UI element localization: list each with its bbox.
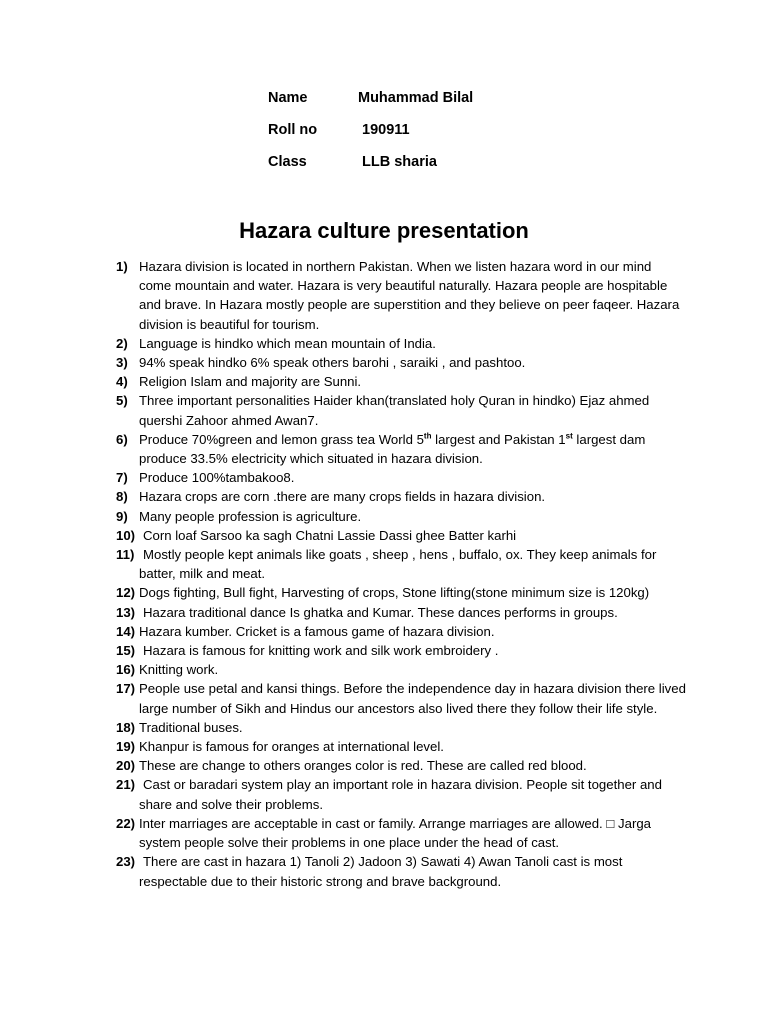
- item-text: Inter marriages are acceptable in cast or family. Arrange marriages are allowed. □ Jarga system people solve their problems in one place under the head of cast.: [139, 815, 652, 851]
- item-number: 4): [116, 374, 128, 390]
- name-label: Name: [268, 90, 308, 106]
- ordinal-suffix: th: [423, 431, 432, 441]
- class-label: Class: [268, 154, 307, 170]
- item-text: Three important personalities Haider khan(translated holy Quran in hindko) Ejaz ahmed quershi Zahoor ahmed Awan7.: [139, 393, 650, 428]
- item-number: 7): [116, 470, 128, 486]
- item-text: Produce 70%green and lemon grass tea World 5: [139, 431, 424, 447]
- list-item: [116, 814, 686, 852]
- list-item: [116, 430, 686, 468]
- item-text: 94% speak hindko 6% speak others barohi , saraiki , and pashtoo.: [139, 355, 526, 371]
- item-text: Hazara is famous for knitting work and silk work embroidery .: [143, 643, 499, 659]
- list-item: [116, 526, 686, 545]
- item-number: 9): [116, 508, 128, 524]
- item-text: Hazara crops are corn .there are many crops fields in hazara division.: [139, 489, 546, 505]
- item-number: 22): [116, 815, 136, 831]
- list-item: [116, 507, 686, 526]
- list-item: [116, 487, 686, 506]
- list-item: [116, 660, 686, 679]
- item-text: Knitting work.: [139, 662, 219, 678]
- list-item: [116, 775, 686, 813]
- item-number: 2): [116, 335, 128, 351]
- list-item: [116, 641, 686, 660]
- item-text: Hazara traditional dance Is ghatka and Kumar. These dances performs in groups.: [143, 604, 618, 620]
- item-number: 10): [116, 527, 136, 543]
- list-item: [116, 737, 686, 756]
- item-text: Hazara kumber. Cricket is a famous game of hazara division.: [139, 623, 495, 639]
- list-item: [116, 334, 686, 353]
- ordinal-suffix: st: [565, 431, 573, 441]
- list-item: [116, 583, 686, 602]
- roll-label: Roll no: [268, 122, 318, 138]
- numbered-list: [116, 257, 686, 891]
- item-number: 23): [116, 854, 136, 870]
- item-text: Religion Islam and majority are Sunni.: [139, 374, 362, 390]
- list-item: [116, 679, 686, 717]
- list-item: [116, 468, 686, 487]
- item-number: 15): [116, 643, 136, 659]
- list-item: [116, 545, 686, 583]
- item-number: 19): [116, 739, 136, 755]
- list-item: [116, 718, 686, 737]
- item-text: largest dam produce 33.5% electricity which situated in hazara division.: [139, 431, 646, 467]
- item-number: 6): [116, 431, 128, 447]
- list-item: [116, 622, 686, 641]
- list-item: [116, 257, 686, 334]
- item-text: Mostly people kept animals like goats , sheep , hens , buffalo, ox. They keep animals for batter, milk and meat.: [139, 547, 657, 582]
- list-item: [116, 756, 686, 775]
- roll-value: 190911: [362, 122, 410, 138]
- list-item: [116, 353, 686, 372]
- list-item: [116, 372, 686, 391]
- item-text: These are change to others oranges color is red. These are called red blood.: [139, 758, 587, 774]
- item-number: 3): [116, 355, 128, 371]
- item-number: 17): [116, 681, 136, 697]
- item-text: Language is hindko which mean mountain of India.: [139, 335, 436, 351]
- item-number: 14): [116, 623, 136, 639]
- item-text: Cast or baradari system play an important role in hazara division. People sit together and share and solve their problems.: [139, 777, 662, 812]
- item-number: 5): [116, 393, 128, 409]
- item-number: 13): [116, 604, 136, 620]
- list-item: [116, 391, 686, 429]
- item-number: 20): [116, 758, 136, 774]
- item-text: Hazara division is located in northern Pakistan. When we listen hazara word in our mind come mountain and water. Hazara is very beautiful naturally. Hazara people are hospitable and brave. In Hazara mostly people are superstition and they believe on peer faqeer. Hazara division is beautiful for tourism.: [139, 259, 680, 332]
- item-text: Khanpur is famous for oranges at international level.: [139, 739, 444, 755]
- class-value: LLB sharia: [362, 154, 437, 170]
- item-text: Produce 100%tambakoo8.: [139, 470, 295, 486]
- page-title: Hazara culture presentation: [239, 218, 529, 243]
- list-item: [116, 603, 686, 622]
- item-text: Traditional buses.: [139, 719, 243, 735]
- name-value: Muhammad Bilal: [358, 90, 474, 106]
- item-text: People use petal and kansi things. Before the independence day in hazara division there lived large number of Sikh and Hindus our ancestors also lived there they follow their life style.: [139, 681, 686, 716]
- item-number: 8): [116, 489, 128, 505]
- item-text: largest and Pakistan 1: [431, 431, 566, 447]
- item-number: 21): [116, 777, 136, 793]
- item-number: 1): [116, 259, 128, 274]
- item-text: Corn loaf Sarsoo ka sagh Chatni Lassie Dassi ghee Batter karhi: [143, 527, 517, 543]
- item-text: There are cast in hazara 1) Tanoli 2) Jadoon 3) Sawati 4) Awan Tanoli cast is most respectable due to their historic strong and brave background.: [139, 854, 623, 889]
- item-number: 18): [116, 719, 136, 735]
- item-number: 16): [116, 662, 136, 678]
- item-text: Many people profession is agriculture.: [139, 508, 362, 524]
- item-number: 11): [116, 547, 135, 563]
- list-item: [116, 852, 686, 890]
- item-number: 12): [116, 585, 136, 601]
- item-text: Dogs fighting, Bull fight, Harvesting of crops, Stone lifting(stone minimum size is 120kg): [139, 585, 650, 601]
